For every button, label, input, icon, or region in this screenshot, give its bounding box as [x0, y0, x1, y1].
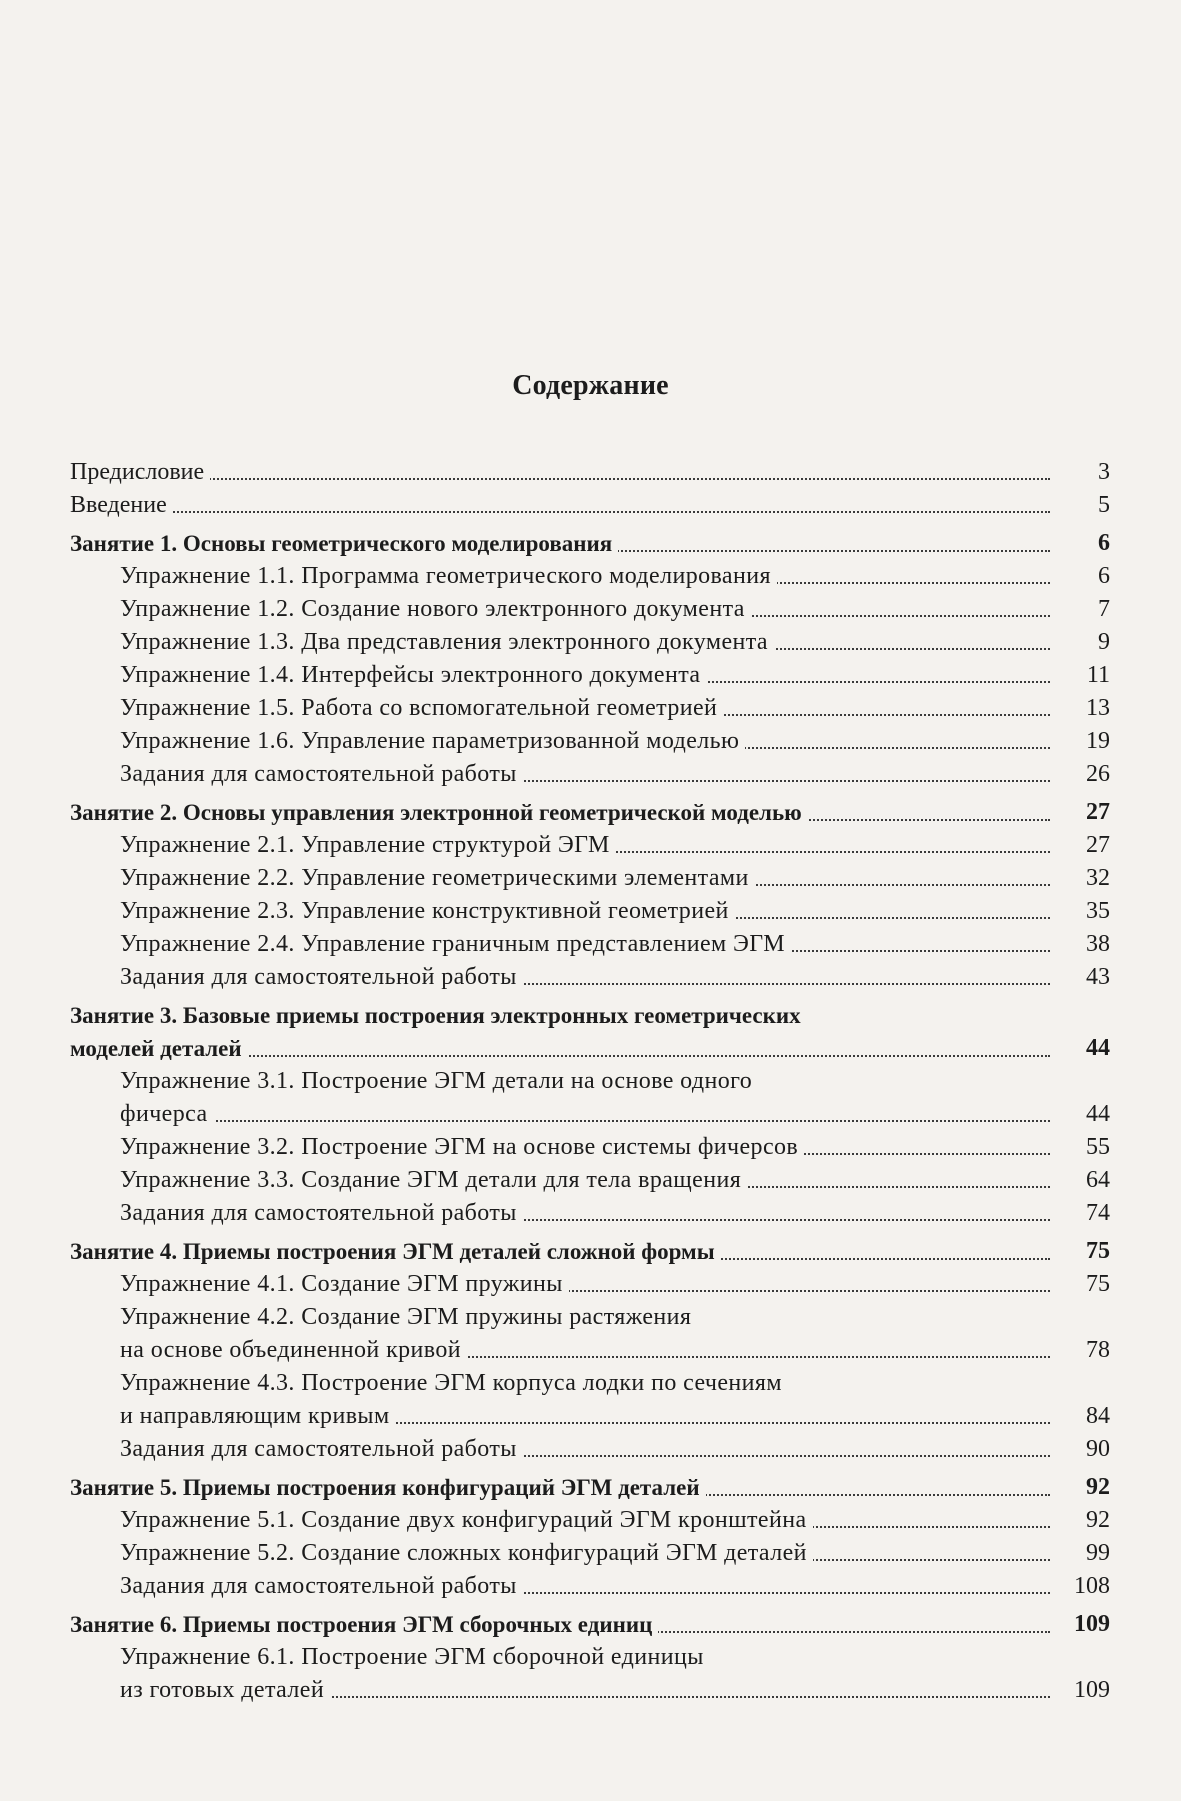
toc-entry-label: на основе объединенной кривой	[120, 1337, 467, 1363]
toc-entry-text	[70, 999, 1050, 1033]
toc-entry-text	[120, 1197, 1050, 1230]
toc-entry-label: Задания для самостоятельной работы	[120, 1436, 523, 1462]
toc-entry-text	[120, 1268, 1050, 1301]
toc-page-number: 7	[1098, 596, 1110, 622]
toc-entry-text	[120, 560, 1050, 593]
toc-entry-text	[120, 1400, 1050, 1433]
toc-entry-label: Занятие 4. Приемы построения ЭГМ деталей сложной формы	[70, 1239, 721, 1264]
toc-entry	[70, 1504, 1110, 1537]
toc-entry	[70, 1164, 1110, 1197]
toc-entry-label: Занятие 6. Приемы построения ЭГМ сборочных единиц	[70, 1612, 658, 1637]
toc-entry	[70, 593, 1110, 626]
toc-entry-text	[120, 1301, 1050, 1334]
toc-chapter-entry	[70, 527, 1110, 560]
toc-page-number: 9	[1098, 629, 1110, 655]
toc-chapter-entry	[70, 999, 1110, 1032]
toc-entry-text	[120, 1570, 1050, 1603]
toc-entry	[70, 928, 1110, 961]
toc-entry-text	[120, 1674, 1050, 1707]
toc-entry-label: Занятие 2. Основы управления электронной геометрической моделью	[70, 800, 808, 825]
toc-entry-text	[120, 961, 1050, 994]
toc-entry-label: Упражнение 2.1. Управление структурой ЭГМ	[120, 832, 616, 858]
table-of-contents	[70, 456, 1110, 1707]
toc-entry	[70, 1367, 1110, 1400]
toc-entry-label: фичерса	[120, 1101, 214, 1127]
toc-entry-text	[120, 895, 1050, 928]
toc-entry	[70, 961, 1110, 994]
toc-entry	[70, 1570, 1110, 1603]
toc-entry-label: Упражнение 4.1. Создание ЭГМ пружины	[120, 1271, 569, 1297]
toc-entry	[70, 1098, 1110, 1131]
toc-entry-text	[120, 1131, 1050, 1164]
toc-entry-label: Упражнение 3.1. Построение ЭГМ детали на основе одного	[120, 1068, 758, 1094]
toc-entry-label: Упражнение 2.2. Управление геометрическими элементами	[120, 865, 755, 891]
toc-entry-text	[70, 1471, 1050, 1505]
toc-page-number: 92	[1086, 1474, 1110, 1500]
toc-entry-text	[120, 758, 1050, 791]
toc-entry-label: и направляющим кривым	[120, 1403, 396, 1429]
toc-page-number: 64	[1086, 1167, 1110, 1193]
toc-page-number: 3	[1098, 459, 1110, 485]
toc-page-number: 6	[1098, 530, 1110, 556]
toc-entry-text	[120, 626, 1050, 659]
toc-page-number: 13	[1086, 695, 1110, 721]
toc-entry	[70, 1131, 1110, 1164]
toc-page-number: 78	[1086, 1337, 1110, 1363]
toc-entry	[70, 489, 1110, 522]
toc-entry-text	[120, 829, 1050, 862]
toc-entry-label: Задания для самостоятельной работы	[120, 964, 523, 990]
toc-entry	[70, 829, 1110, 862]
toc-entry	[70, 862, 1110, 895]
toc-entry-label: Введение	[70, 492, 173, 518]
toc-entry-text	[70, 796, 1050, 830]
toc-page-number: 75	[1086, 1271, 1110, 1297]
toc-page-number: 84	[1086, 1403, 1110, 1429]
toc-page-number: 27	[1086, 799, 1110, 825]
toc-chapter-entry	[70, 1032, 1110, 1065]
toc-entry	[70, 1268, 1110, 1301]
toc-entry-label: Задания для самостоятельной работы	[120, 1573, 523, 1599]
toc-page-number: 108	[1074, 1573, 1110, 1599]
toc-entry-text	[120, 659, 1050, 692]
toc-entry-text	[70, 1608, 1050, 1642]
toc-entry	[70, 626, 1110, 659]
toc-entry-label: Упражнение 2.3. Управление конструктивной геометрией	[120, 898, 735, 924]
toc-page-number: 75	[1086, 1238, 1110, 1264]
toc-entry-label: Предисловие	[70, 459, 210, 485]
toc-page-number: 55	[1086, 1134, 1110, 1160]
toc-entry-text	[70, 527, 1050, 561]
toc-page-number: 38	[1086, 931, 1110, 957]
toc-entry-label: Упражнение 1.5. Работа со вспомогательной геометрией	[120, 695, 723, 721]
toc-entry	[70, 560, 1110, 593]
toc-page-number: 43	[1086, 964, 1110, 990]
toc-entry-label: Занятие 1. Основы геометрического моделирования	[70, 531, 618, 556]
toc-page-number: 99	[1086, 1540, 1110, 1566]
toc-entry-label: Задания для самостоятельной работы	[120, 1200, 523, 1226]
toc-entry-label: Упражнение 1.1. Программа геометрического моделирования	[120, 563, 777, 589]
toc-entry	[70, 1334, 1110, 1367]
toc-entry	[70, 456, 1110, 489]
toc-entry-text	[120, 1504, 1050, 1537]
toc-entry	[70, 659, 1110, 692]
toc-entry	[70, 758, 1110, 791]
toc-entry-text	[120, 1367, 1050, 1400]
toc-page-number: 109	[1074, 1611, 1110, 1637]
toc-entry-text	[120, 1433, 1050, 1466]
toc-entry	[70, 1674, 1110, 1707]
page-title: Содержание	[512, 370, 669, 401]
toc-entry	[70, 1641, 1110, 1674]
toc-entry-label: Упражнение 4.3. Построение ЭГМ корпуса лодки по сечениям	[120, 1370, 788, 1396]
toc-page-number: 109	[1074, 1677, 1110, 1703]
toc-page-number: 5	[1098, 492, 1110, 518]
toc-entry-label: Упражнение 5.2. Создание сложных конфигураций ЭГМ деталей	[120, 1540, 813, 1566]
toc-entry	[70, 1197, 1110, 1230]
toc-entry-text	[70, 456, 1050, 489]
toc-entry-text	[120, 725, 1050, 758]
toc-entry	[70, 895, 1110, 928]
toc-entry-label: Упражнение 2.4. Управление граничным представлением ЭГМ	[120, 931, 791, 957]
toc-entry-text	[70, 1032, 1050, 1066]
toc-entry-label: Упражнение 1.6. Управление параметризованной моделью	[120, 728, 745, 754]
toc-entry-text	[120, 928, 1050, 961]
toc-entry	[70, 692, 1110, 725]
toc-page-number: 27	[1086, 832, 1110, 858]
toc-entry-label: Упражнение 6.1. Построение ЭГМ сборочной единицы	[120, 1644, 710, 1670]
toc-page-number: 6	[1098, 563, 1110, 589]
toc-page-number: 19	[1086, 728, 1110, 754]
toc-entry-text	[120, 1641, 1050, 1674]
toc-entry-label: Упражнение 3.2. Построение ЭГМ на основе системы фичерсов	[120, 1134, 804, 1160]
toc-page-number: 90	[1086, 1436, 1110, 1462]
toc-page-number: 44	[1086, 1035, 1110, 1061]
toc-entry-text	[70, 1235, 1050, 1269]
toc-chapter-entry	[70, 796, 1110, 829]
toc-page-number: 11	[1086, 662, 1110, 688]
toc-entry-label: Упражнение 1.4. Интерфейсы электронного документа	[120, 662, 706, 688]
toc-entry	[70, 725, 1110, 758]
toc-entry-label: Упражнение 3.3. Создание ЭГМ детали для тела вращения	[120, 1167, 747, 1193]
toc-entry	[70, 1301, 1110, 1334]
toc-entry-label: Задания для самостоятельной работы	[120, 761, 523, 787]
toc-page-number: 44	[1086, 1101, 1110, 1127]
toc-entry-label: из готовых деталей	[120, 1677, 330, 1703]
toc-entry-label: Занятие 3. Базовые приемы построения электронных геометрических	[70, 1003, 807, 1028]
toc-entry-label: Занятие 5. Приемы построения конфигураций ЭГМ деталей	[70, 1475, 706, 1500]
toc-page-number: 92	[1086, 1507, 1110, 1533]
toc-entry-label: Упражнение 4.2. Создание ЭГМ пружины растяжения	[120, 1304, 697, 1330]
toc-entry	[70, 1400, 1110, 1433]
toc-entry-text	[120, 1098, 1050, 1131]
toc-entry-label: Упражнение 5.1. Создание двух конфигураций ЭГМ кронштейна	[120, 1507, 813, 1533]
toc-entry-text	[120, 593, 1050, 626]
toc-chapter-entry	[70, 1235, 1110, 1268]
toc-entry-text	[120, 692, 1050, 725]
toc-chapter-entry	[70, 1471, 1110, 1504]
toc-page-number: 32	[1086, 865, 1110, 891]
toc-entry-label: Упражнение 1.3. Два представления электронного документа	[120, 629, 774, 655]
toc-page-number: 74	[1086, 1200, 1110, 1226]
toc-entry	[70, 1065, 1110, 1098]
toc-entry-text	[120, 862, 1050, 895]
toc-page-number: 35	[1086, 898, 1110, 924]
toc-chapter-entry	[70, 1608, 1110, 1641]
toc-entry	[70, 1433, 1110, 1466]
toc-entry-text	[120, 1164, 1050, 1197]
toc-entry-label: моделей деталей	[70, 1036, 248, 1061]
toc-entry-label: Упражнение 1.2. Создание нового электронного документа	[120, 596, 751, 622]
toc-entry-text	[120, 1334, 1050, 1367]
toc-entry	[70, 1537, 1110, 1570]
toc-page-number: 26	[1086, 761, 1110, 787]
toc-entry-text	[120, 1537, 1050, 1570]
toc-entry-text	[120, 1065, 1050, 1098]
toc-entry-text	[70, 489, 1050, 522]
